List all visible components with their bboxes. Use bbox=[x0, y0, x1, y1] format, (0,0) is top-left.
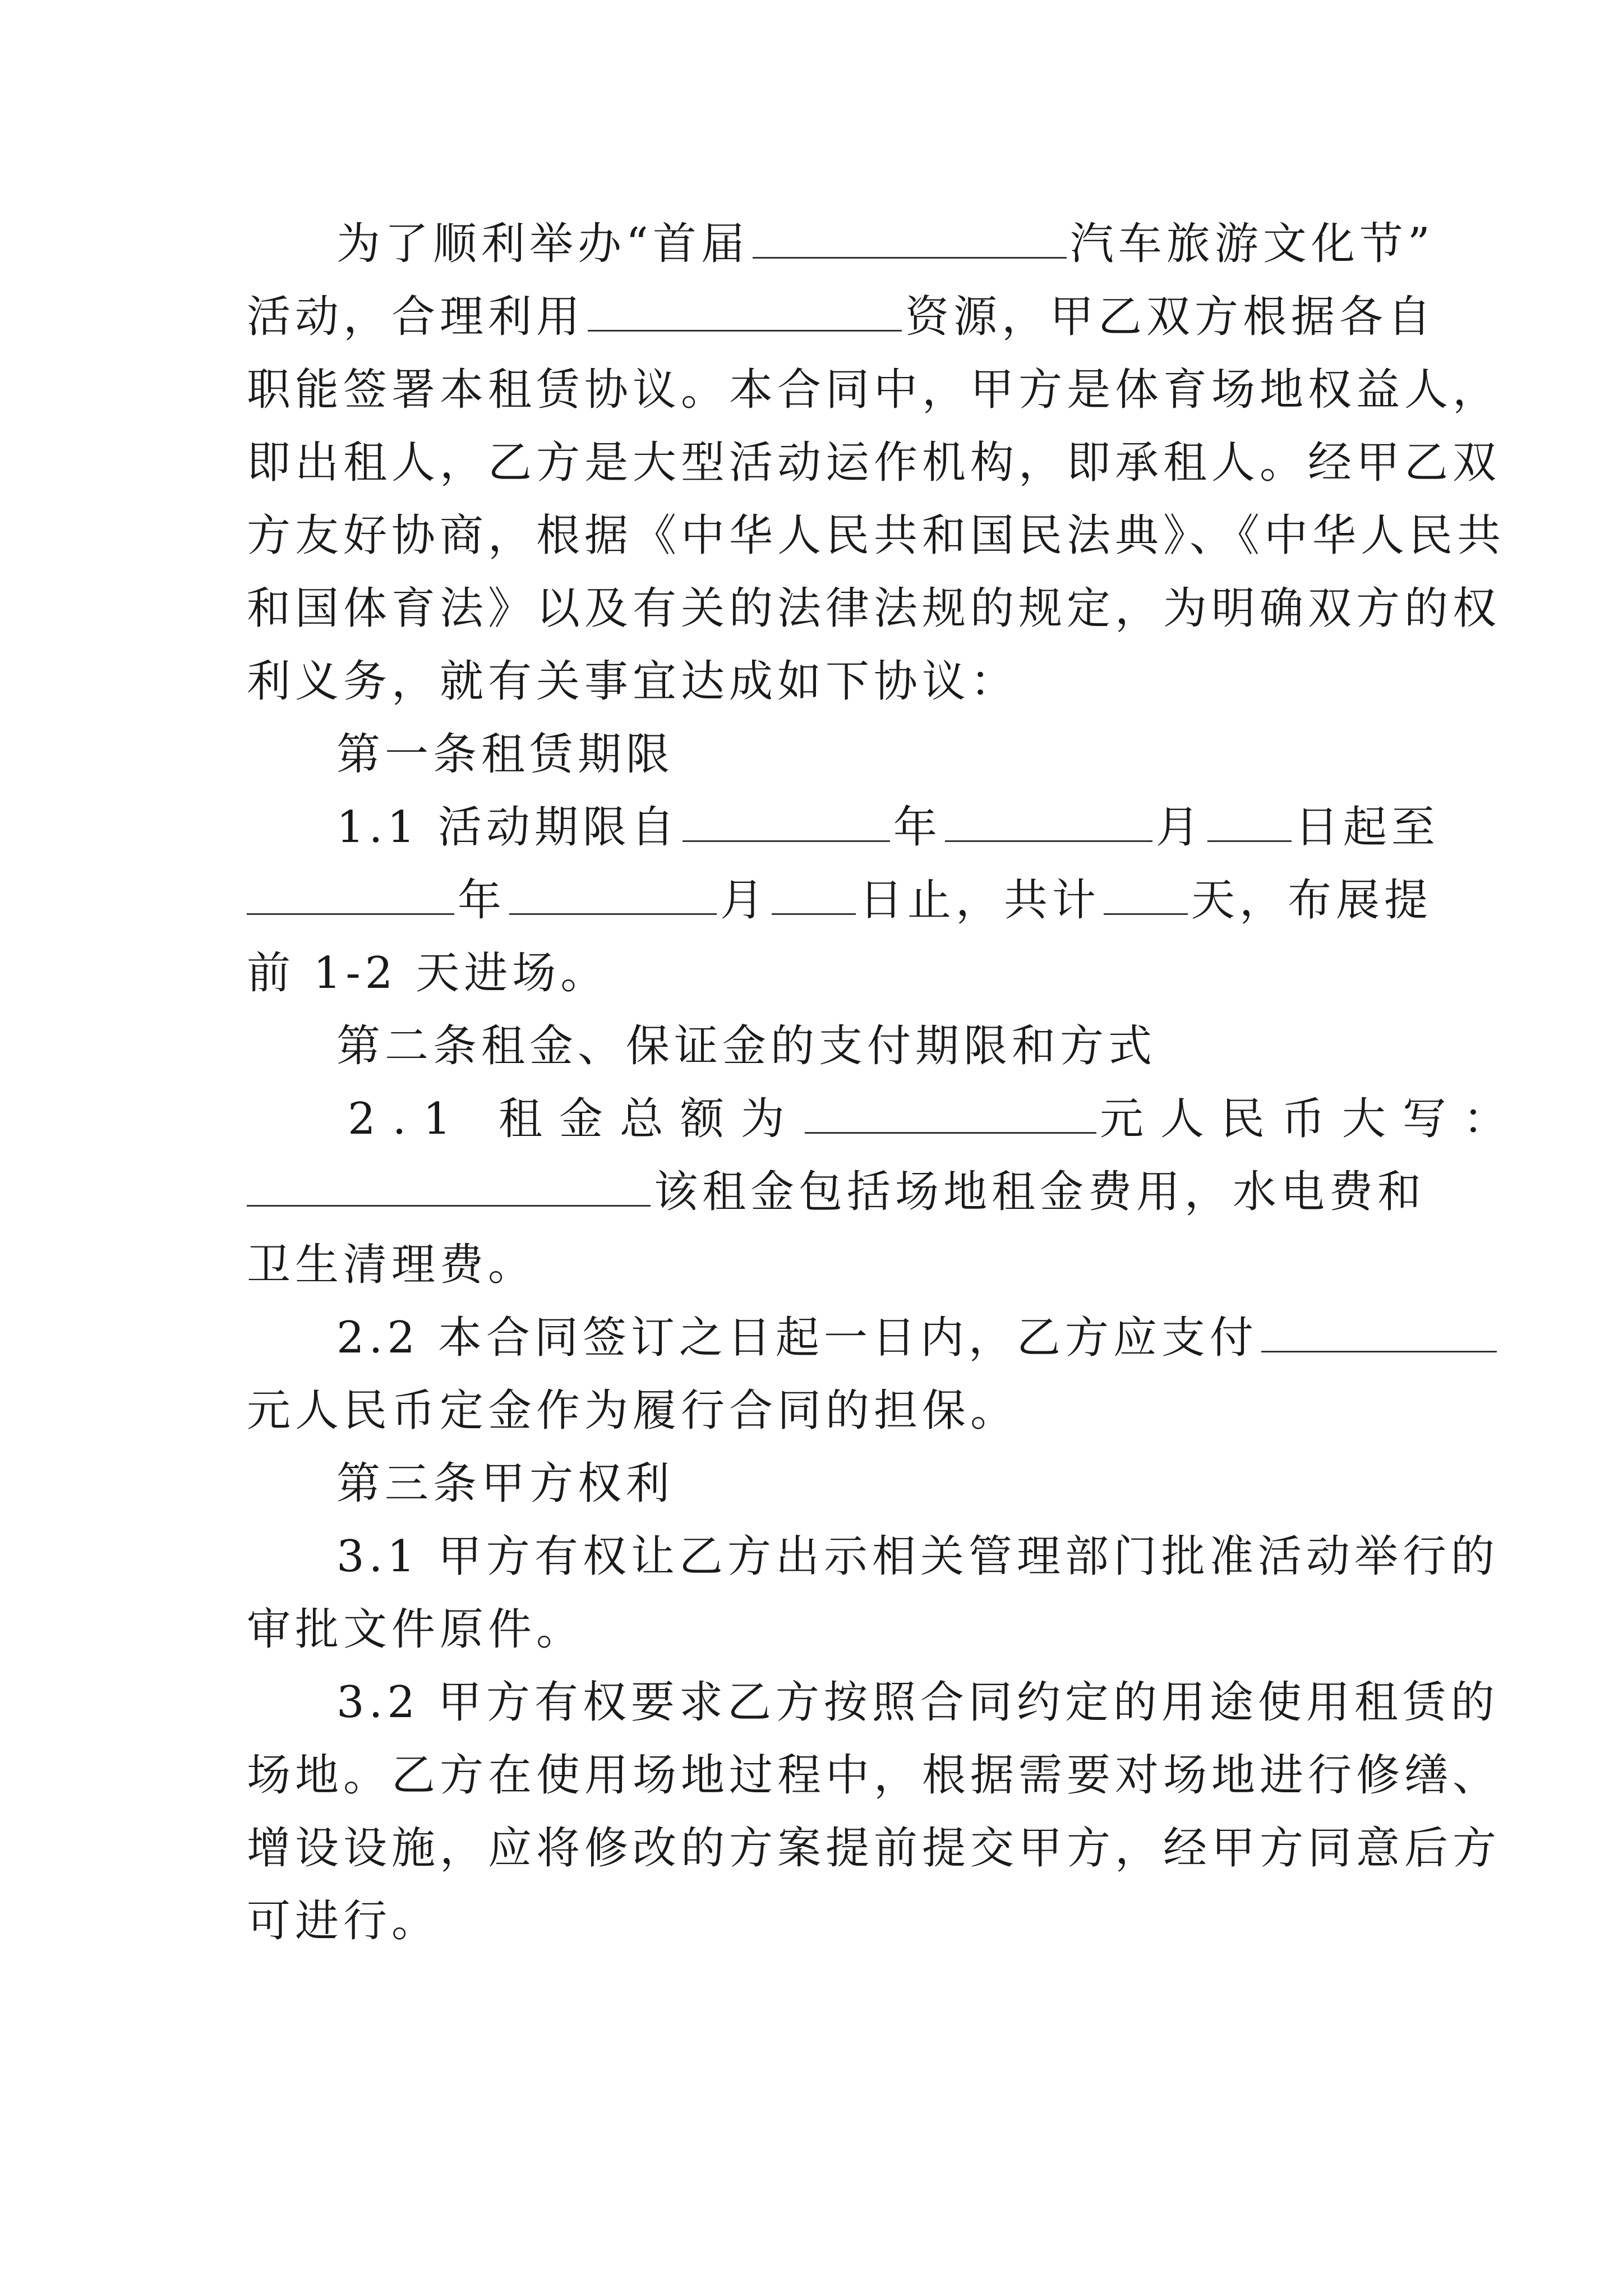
text-segment: 天，布展提 bbox=[1191, 875, 1433, 926]
text-segment: 日起至 bbox=[1294, 802, 1440, 853]
paragraph-line bbox=[336, 791, 1440, 864]
paragraph-line: 职能签署本租赁协议。本合同中，甲方是体育场地权益人， bbox=[247, 365, 1501, 415]
paragraph-line: 审批文件原件。 bbox=[247, 1604, 585, 1655]
paragraph-line bbox=[348, 1083, 1524, 1156]
fill-blank bbox=[805, 1097, 1096, 1134]
text-segment: 活动，合理利用 bbox=[247, 292, 585, 342]
paragraph-line: 场地。乙方在使用场地过程中，根据需要对场地进行修缮、 bbox=[247, 1750, 1501, 1801]
fill-blank bbox=[753, 222, 1067, 259]
paragraph-line: 利义务，就有关事宜达成如下协议： bbox=[247, 656, 1019, 707]
paragraph-line bbox=[336, 1301, 1380, 1374]
paragraph-line: 前 1-2 天进场。 bbox=[247, 948, 609, 999]
text-segment: 该租金包括场地租金费用，水电费和 bbox=[654, 1167, 1426, 1217]
text-segment: 年 bbox=[458, 875, 506, 926]
paragraph-line: 卫生清理费。 bbox=[247, 1240, 537, 1290]
text-segment: 2.1 租金总额为 bbox=[348, 1094, 801, 1144]
fill-blank bbox=[588, 295, 902, 332]
text-segment: 资源，甲乙双方根据各自 bbox=[905, 292, 1436, 342]
text-segment: 元人民币大写： bbox=[1099, 1094, 1524, 1144]
section-heading: 第一条租赁期限 bbox=[336, 729, 675, 780]
paragraph-line: 和国体育法》以及有关的法律法规的规定，为明确双方的权 bbox=[247, 583, 1501, 634]
paragraph-line: 3.2 甲方有权要求乙方按照合同约定的用途使用租赁的 bbox=[336, 1677, 1499, 1728]
text-segment: 为了顺利举办“首届 bbox=[336, 219, 749, 269]
paragraph-line: 可进行。 bbox=[247, 1896, 440, 1947]
section-heading: 第二条租金、保证金的支付期限和方式 bbox=[336, 1021, 1157, 1071]
paragraph-line: 即出租人，乙方是大型活动运作机构，即承租人。经甲乙双 bbox=[247, 438, 1501, 488]
fill-blank bbox=[945, 806, 1152, 842]
text-segment: 月 bbox=[1155, 802, 1204, 853]
fill-blank bbox=[1207, 806, 1292, 842]
text-segment: 汽车旅游文化节” bbox=[1069, 219, 1435, 269]
paragraph-line bbox=[247, 864, 1433, 937]
fill-blank bbox=[1261, 1316, 1497, 1352]
fill-blank bbox=[509, 878, 717, 915]
paragraph-line bbox=[247, 280, 1436, 353]
paragraph-line bbox=[247, 1156, 1426, 1228]
fill-blank bbox=[772, 878, 856, 915]
paragraph-line: 增设设施，应将修改的方案提前提交甲方，经甲方同意后方 bbox=[247, 1823, 1501, 1874]
text-segment: 日止，共计 bbox=[859, 875, 1101, 926]
paragraph-line bbox=[336, 208, 1435, 280]
paragraph-line: 方友好协商，根据《中华人民共和国民法典》、《中华人民共 bbox=[247, 510, 1506, 561]
text-segment: 1.1 活动期限自 bbox=[336, 802, 679, 853]
fill-blank bbox=[683, 806, 890, 842]
text-segment: 2.2 本合同签订之日起一日内，乙方应支付 bbox=[336, 1313, 1258, 1363]
section-heading: 第三条甲方权利 bbox=[336, 1458, 675, 1509]
fill-blank bbox=[247, 878, 454, 915]
text-segment: 年 bbox=[893, 802, 942, 853]
paragraph-line: 3.1 甲方有权让乙方出示相关管理部门批准活动举行的 bbox=[336, 1531, 1499, 1582]
text-segment: 月 bbox=[720, 875, 769, 926]
paragraph-line: 元人民币定金作为履行合同的担保。 bbox=[247, 1386, 1019, 1436]
fill-blank bbox=[1104, 878, 1188, 915]
fill-blank bbox=[247, 1170, 651, 1207]
